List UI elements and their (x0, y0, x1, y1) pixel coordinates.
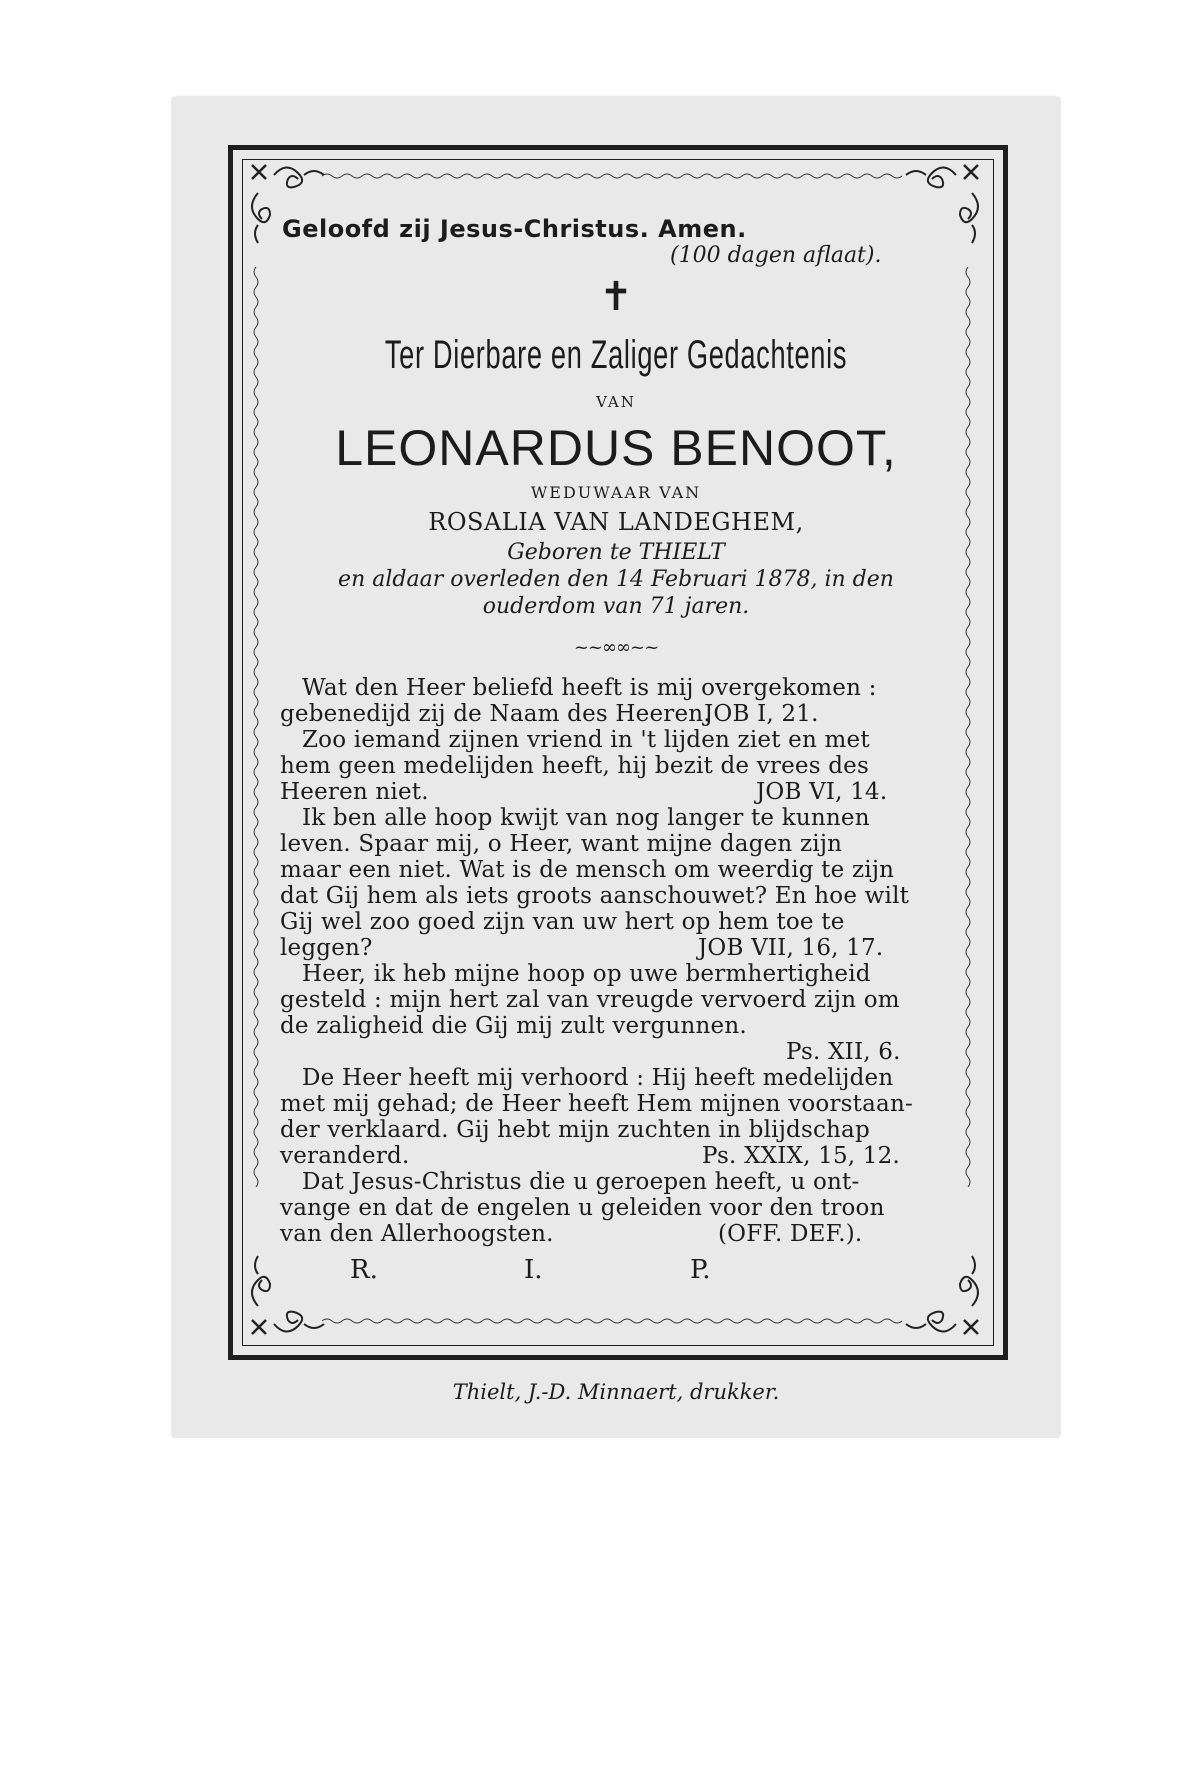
verse-line: Wat den Heer beliefd heeft is mij overgekomen : (302, 675, 877, 701)
verse-line: met mij gehad; de Heer heeft Hem mijnen voorstaan- (280, 1091, 913, 1117)
deceased-name: LEONARDUS BENOOT, (335, 420, 897, 476)
verse-line: der verklaard. Gij hebt mijn zuchten in blijdschap (280, 1117, 870, 1143)
verse-line: gebenedijd zij de Naam des Heeren. (280, 701, 711, 727)
rip-p: P. (690, 1255, 711, 1285)
verse-line: leggen? (280, 935, 373, 961)
top-wavy-ornament (322, 172, 902, 180)
verse-line: Zoo iemand zijnen vriend in 't lijden ziet en met (302, 727, 870, 753)
verse-reference: (OFF. DEF.). (718, 1221, 863, 1247)
corner-flourish-bottom-left (244, 1242, 334, 1342)
indulgence-note: (100 dagen aflaat). (670, 243, 882, 268)
ornamental-divider: ~~∞∞~~ (573, 637, 659, 658)
verse-reference: JOB VII, 16, 17. (698, 935, 884, 961)
spouse-name: ROSALIA VAN LANDEGHEM, (428, 508, 804, 536)
memorial-heading: Ter Dierbare en Zaliger Gedachtenis (384, 333, 848, 377)
printer-imprint: Thielt, J.-D. Minnaert, drukker. (452, 1380, 780, 1404)
died-line-2: ouderdom van 71 jaren. (482, 594, 750, 619)
verse-line: Ik ben alle hoop kwijt van nog langer te kunnen (302, 805, 870, 831)
verse-line: gesteld : mijn hert zal van vreugde vervoerd zijn om (280, 987, 900, 1013)
verse-line: hem geen medelijden heeft, hij bezit de vrees des (280, 753, 869, 779)
born-line: Geboren te THIELT (507, 540, 725, 565)
verse-line: De Heer heeft mij verhoord : Hij heeft medelijden (302, 1065, 894, 1091)
van-label: VAN (596, 393, 636, 411)
verse-reference: Ps. XXIX, 15, 12. (702, 1143, 900, 1169)
verse-reference: JOB I, 21. (704, 701, 819, 727)
verse-line: veranderd. (280, 1143, 410, 1169)
widower-label: WEDUWAAR VAN (530, 483, 702, 502)
rip-r: R. (350, 1255, 378, 1285)
verse-line: leven. Spaar mij, o Heer, want mijne dagen zijn (280, 831, 843, 857)
rip-i: I. (524, 1255, 543, 1285)
verse-line: de zaligheid die Gij mij zult vergunnen. (280, 1013, 747, 1039)
bottom-wavy-ornament (322, 1317, 902, 1325)
verse-line: vange en dat de engelen u geleiden voor den troon (280, 1195, 885, 1221)
corner-flourish-bottom-right (896, 1242, 986, 1342)
verse-line: maar een niet. Wat is de mensch om weerdig te zijn (280, 857, 895, 883)
verse-line: Gij wel zoo goed zijn van uw hert op hem toe te (280, 909, 845, 935)
memorial-card (172, 97, 1060, 1437)
verse-line: van den Allerhoogsten. (280, 1221, 554, 1247)
verse-line: Heer, ik heb mijne hoop op uwe bermhertigheid (302, 961, 871, 987)
verse-reference: Ps. XII, 6. (786, 1039, 901, 1065)
verse-line: Dat Jesus-Christus die u geroepen heeft, u ont- (302, 1169, 860, 1195)
verse-line: Heeren niet. (280, 779, 429, 805)
verse-reference: JOB VI, 14. (756, 779, 888, 805)
header-prayer: Geloofd zij Jesus-Christus. Amen. (282, 215, 747, 243)
cross-icon: ✝ (599, 274, 633, 320)
verse-line: dat Gij hem als iets groots aanschouwet? En hoe wilt (280, 883, 910, 909)
corner-flourish-top-right (896, 157, 986, 257)
died-line-1: en aldaar overleden den 14 Februari 1878, in den (338, 567, 894, 592)
